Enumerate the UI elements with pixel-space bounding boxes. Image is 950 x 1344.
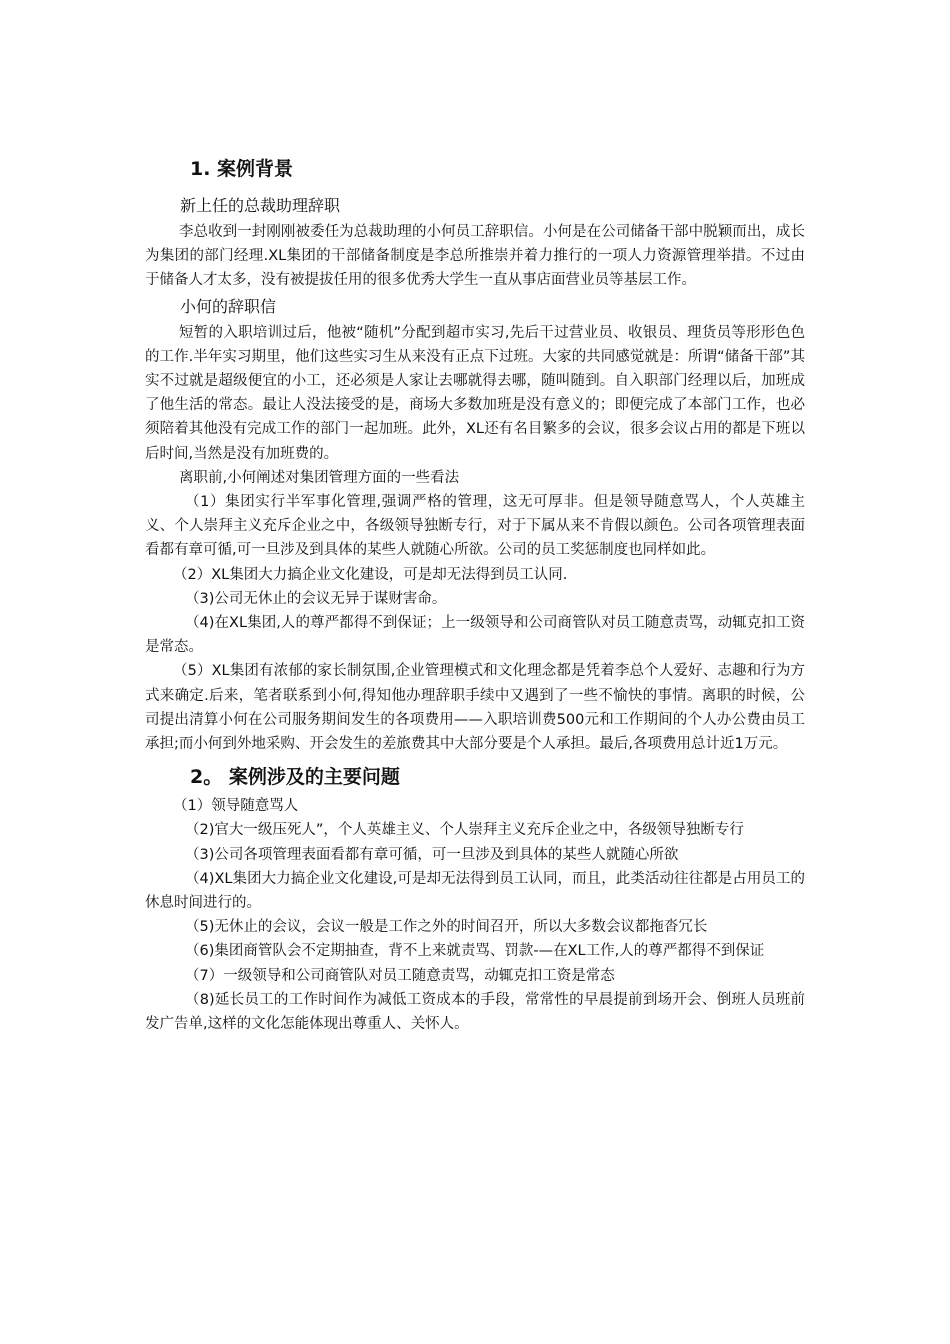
issue-item: （5)无休止的会议，会议一般是工作之外的时间召开，所以大多数会议都拖沓冗长: [185, 919, 708, 936]
issue-item: （8)延长员工的工作时间作为减低工资成本的手段，常常性的早晨提前到场开会、倒班人员班前发广告单,这样的文化怎能体现出尊重人、关怀人。: [145, 991, 805, 1033]
section-1-heading: 1. 案例背景: [190, 158, 294, 180]
view-item: （3)公司无休止的会议无异于谋财害命。: [185, 590, 447, 607]
subheading-resignation: 新上任的总裁助理辞职: [180, 196, 341, 215]
subheading-letter: 小何的辞职信: [180, 296, 277, 316]
paragraph-views-intro: 离职前,小何阐述对集团管理方面的一些看法: [179, 469, 460, 486]
view-item: （5）XL集团有浓郁的家长制氛围,企业管理模式和文化理念都是凭着李总个人爱好、志趣和行为方式来确定.后来，笔者联系到小何,得知他办理辞职手续中又遇到了一些不愉快的事情。离职的时候，公司提出清算小何在公司服务期间发生的各项费用——入职培训费500元和工作期间的个人办公费由员工承担;而小何到外地采购、开会发生的差旅费其中大部分要是个人承担。最后,各项费用总计近1万元。: [145, 663, 805, 753]
section-2-heading: 2。 案例涉及的主要问题: [190, 766, 400, 789]
view-item: （1）集团实行半军事化管理,强调严格的管理，这无可厚非。但是领导随意骂人，个人英雄主义、个人崇拜主义充斥企业之中，各级领导独断专行，对于下属从来不肯假以颜色。公司各项管理表面看都有章可循,可一旦涉及到具体的某些人就随心所欲。公司的员工奖惩制度也同样如此。: [145, 494, 805, 559]
issue-item: （4)XL集团大力搞企业文化建设,可是却无法得到员工认同，而且，此类活动往往都是占用员工的休息时间进行的。: [145, 870, 805, 912]
paragraph-background: 李总收到一封刚刚被委任为总裁助理的小何员工辞职信。小何是在公司储备干部中脱颖而出，成长为集团的部门经理.XL集团的干部储备制度是李总所推崇并着力推行的一项人力资源管理举措。不过由于储备人才太多，没有被提拔任用的很多优秀大学生一直从事店面营业员等基层工作。: [145, 224, 805, 289]
view-item: （4)在XL集团,人的尊严都得不到保证；上一级领导和公司商管队对员工随意责骂，动辄克扣工资是常态。: [145, 615, 805, 656]
issue-item: （3)公司各项管理表面看都有章可循，可一旦涉及到具体的某些人就随心所欲: [185, 846, 679, 863]
issue-item: （6)集团商管队会不定期抽查，背不上来就责骂、罚款-—在XL工作,人的尊严都得不到保证: [185, 943, 765, 960]
issue-item: （2)官大一级压死人”，个人英雄主义、个人崇拜主义充斥企业之中，各级领导独断专行: [185, 822, 744, 839]
paragraph-letter: 短暂的入职培训过后，他被“随机”分配到超市实习,先后干过营业员、收银员、理货员等形形色色的工作.半年实习期里，他们这些实习生从来没有正点下过班。大家的共同感觉就是：所谓“储备干部”其实不过就是超级便宜的小工，还必须是人家让去哪就得去哪，随叫随到。自入职部门经理以后，加班成了他生活的常态。最让人没法接受的是，商场大多数加班是没有意义的；即便完成了本部门工作，也必须陪着其他没有完成工作的部门一起加班。此外，XL还有名目繁多的会议，很多会议占用的都是下班以后时间,当然是没有加班费的。: [145, 324, 805, 462]
issue-item: （1）领导随意骂人: [173, 798, 299, 815]
document-body: [145, 150, 805, 1036]
issue-item: （7）一级领导和公司商管队对员工随意责骂，动辄克扣工资是常态: [185, 967, 615, 984]
view-item: （2）XL集团大力搞企业文化建设，可是却无法得到员工认同.: [173, 566, 568, 583]
